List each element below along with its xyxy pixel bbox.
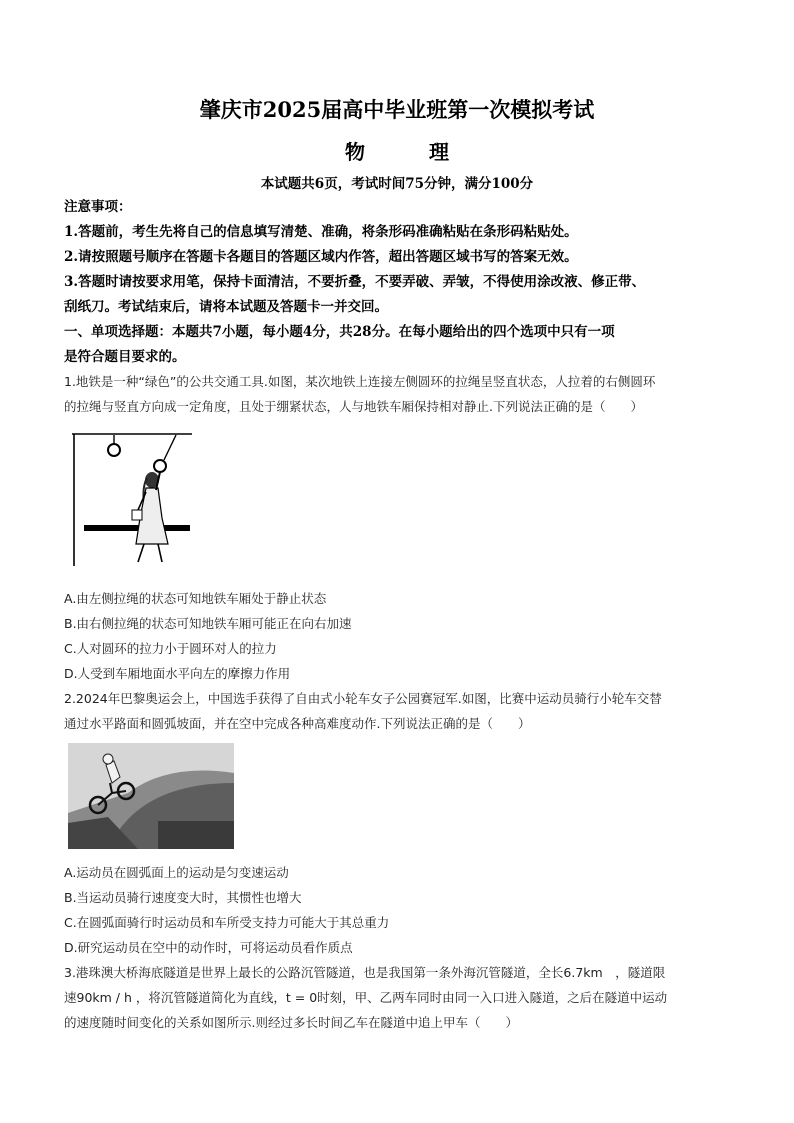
option-b: B.由右侧拉绳的状态可知地铁车厢可能正在向右加速 bbox=[64, 616, 352, 631]
option-c: C.在圆弧面骑行时运动员和车所受支持力可能大于其总重力 bbox=[64, 915, 390, 930]
question-stem: 1.地铁是一种“绿色”的公共交通工具.如图，某次地铁上连接左侧圆环的拉绳呈竖直状态，人拉着的右侧圆环 bbox=[64, 374, 656, 389]
option-d: D.人受到车厢地面水平向左的摩擦力作用 bbox=[64, 666, 291, 681]
section-heading: 一、单项选择题：本题共7小题，每小题4分，共28分。在每小题给出的四个选项中只有一项 bbox=[64, 324, 615, 340]
question-stem: 3.港珠澳大桥海底隧道是世界上最长的公路沉管隧道，也是我国第一条外海沉管隧道，全长6.7km ，隧道限 bbox=[64, 965, 666, 980]
notes-item: 2.请按照题号顺序在答题卡各题目的答题区域内作答，超出答题区域书写的答案无效。 bbox=[64, 249, 578, 265]
option-a: A.由左侧拉绳的状态可知地铁车厢处于静止状态 bbox=[64, 591, 327, 606]
section-heading-cont: 是符合题目要求的。 bbox=[64, 349, 186, 365]
notes-heading: 注意事项： bbox=[64, 199, 132, 215]
question-stem: 的拉绳与竖直方向成一定角度，且处于绷紧状态，人与地铁车厢保持相对静止.下列说法正确的是（ ） bbox=[64, 399, 643, 414]
option-d: D.研究运动员在空中的动作时，可将运动员看作质点 bbox=[64, 940, 353, 955]
notes-item: 刮纸刀。考试结束后，请将本试题及答题卡一并交回。 bbox=[64, 299, 388, 315]
subject-title: 物 理 bbox=[345, 140, 471, 164]
question-stem: 的速度随时间变化的关系如图所示.则经过多长时间乙车在隧道中追上甲车（ ） bbox=[64, 1015, 518, 1030]
notes-item: 1.答题前，考生先将自己的信息填写清楚、准确，将条形码准确粘贴在条形码粘贴处。 bbox=[64, 224, 578, 240]
question-stem: 2.2024年巴黎奥运会上，中国选手获得了自由式小轮车女子公园赛冠军.如图，比赛中运动员骑行小轮车交替 bbox=[64, 691, 662, 706]
question-stem: 通过水平路面和圆弧坡面，并在空中完成各种高难度动作.下列说法正确的是（ ） bbox=[64, 716, 531, 731]
option-b: B.当运动员骑行速度变大时，其惯性也增大 bbox=[64, 890, 302, 905]
notes-item: 3.答题时请按要求用笔，保持卡面清洁，不要折叠，不要弄破、弄皱，不得使用涂改液、修正带、 bbox=[64, 274, 646, 290]
option-c: C.人对圆环的拉力小于圆环对人的拉力 bbox=[64, 641, 277, 656]
question-stem: 速90km / h ，将沉管隧道简化为直线，t = 0时刻，甲、乙两车同时由同一入口进入隧道，之后在隧道中运动 bbox=[64, 990, 668, 1005]
exam-title: 肇庆市2025届高中毕业班第一次模拟考试 bbox=[199, 97, 595, 122]
subway-figure bbox=[70, 432, 194, 570]
subway-illustration bbox=[70, 432, 194, 570]
exam-info: 本试题共6页，考试时间75分钟，满分100分 bbox=[260, 176, 534, 192]
bmx-photo bbox=[68, 743, 234, 849]
option-a: A.运动员在圆弧面上的运动是匀变速运动 bbox=[64, 865, 289, 880]
bmx-illustration bbox=[68, 743, 234, 849]
